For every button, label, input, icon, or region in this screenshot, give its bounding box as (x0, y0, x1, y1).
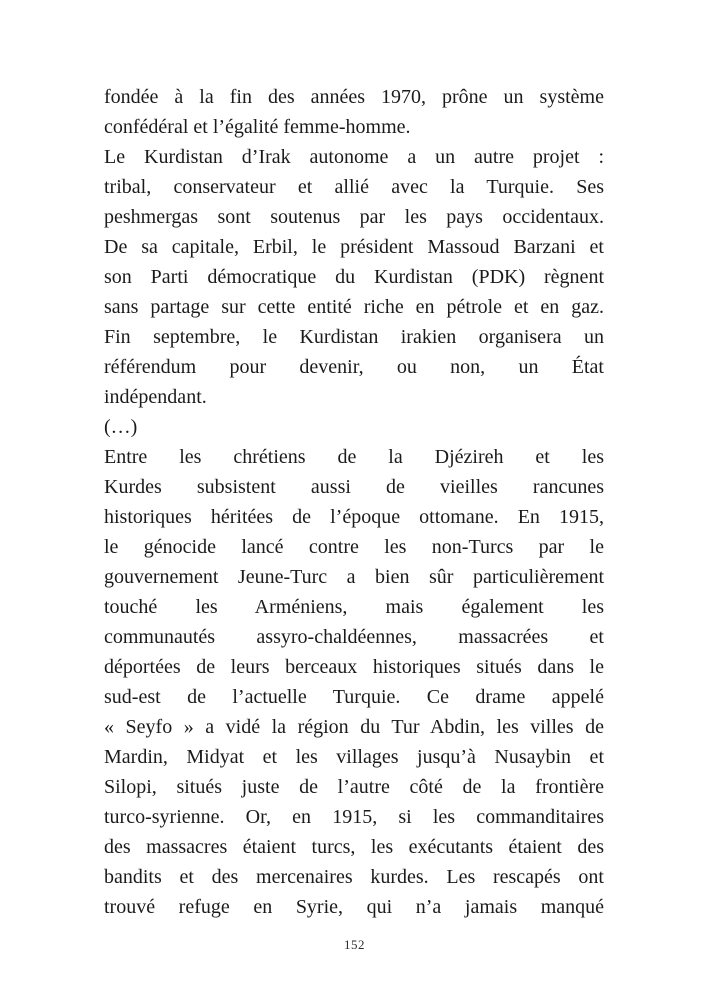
text-line: fondée à la fin des années 1970, prône un système (104, 86, 604, 108)
text-line: des massacres étaient turcs, les exécutants étaient des (104, 836, 604, 858)
text-line: référendum pour devenir, ou non, un État (104, 356, 604, 378)
text-line: De sa capitale, Erbil, le président Massoud Barzani et (104, 236, 604, 258)
text-line: indépendant. (104, 386, 207, 408)
text-line: trouvé refuge en Syrie, qui n’a jamais manqué (104, 896, 604, 918)
text-line: Entre les chrétiens de la Djézireh et les (104, 446, 604, 468)
text-line: sans partage sur cette entité riche en pétrole et en gaz. (104, 296, 604, 318)
text-line: bandits et des mercenaires kurdes. Les rescapés ont (104, 866, 604, 888)
text-line: le génocide lancé contre les non-Turcs par le (104, 536, 604, 558)
text-line: turco-syrienne. Or, en 1915, si les commanditaires (104, 806, 604, 828)
text-line: Fin septembre, le Kurdistan irakien organisera un (104, 326, 604, 348)
text-line: sud-est de l’actuelle Turquie. Ce drame appelé (104, 686, 604, 708)
text-line: (…) (104, 416, 138, 438)
text-block (104, 82, 604, 922)
text-line: communautés assyro-chaldéennes, massacrées et (104, 626, 604, 648)
text-line: Mardin, Midyat et les villages jusqu’à Nusaybin et (104, 746, 604, 768)
text-line: historiques héritées de l’époque ottomane. En 1915, (104, 506, 604, 528)
text-line: « Seyfo » a vidé la région du Tur Abdin, les villes de (104, 716, 604, 738)
text-line: Silopi, situés juste de l’autre côté de la frontière (104, 776, 604, 798)
text-line: gouvernement Jeune-Turc a bien sûr particulièrement (104, 566, 604, 588)
text-line: déportées de leurs berceaux historiques situés dans le (104, 656, 604, 678)
text-line: touché les Arméniens, mais également les (104, 596, 604, 618)
text-line: son Parti démocratique du Kurdistan (PDK) règnent (104, 266, 604, 288)
text-line: tribal, conservateur et allié avec la Turquie. Ses (104, 176, 604, 198)
text-line: Le Kurdistan d’Irak autonome a un autre projet : (104, 146, 604, 168)
page-number: 152 (344, 937, 365, 952)
text-line: confédéral et l’égalité femme-homme. (104, 116, 411, 138)
text-line: Kurdes subsistent aussi de vieilles rancunes (104, 476, 604, 498)
text-line: peshmergas sont soutenus par les pays occidentaux. (104, 206, 604, 228)
